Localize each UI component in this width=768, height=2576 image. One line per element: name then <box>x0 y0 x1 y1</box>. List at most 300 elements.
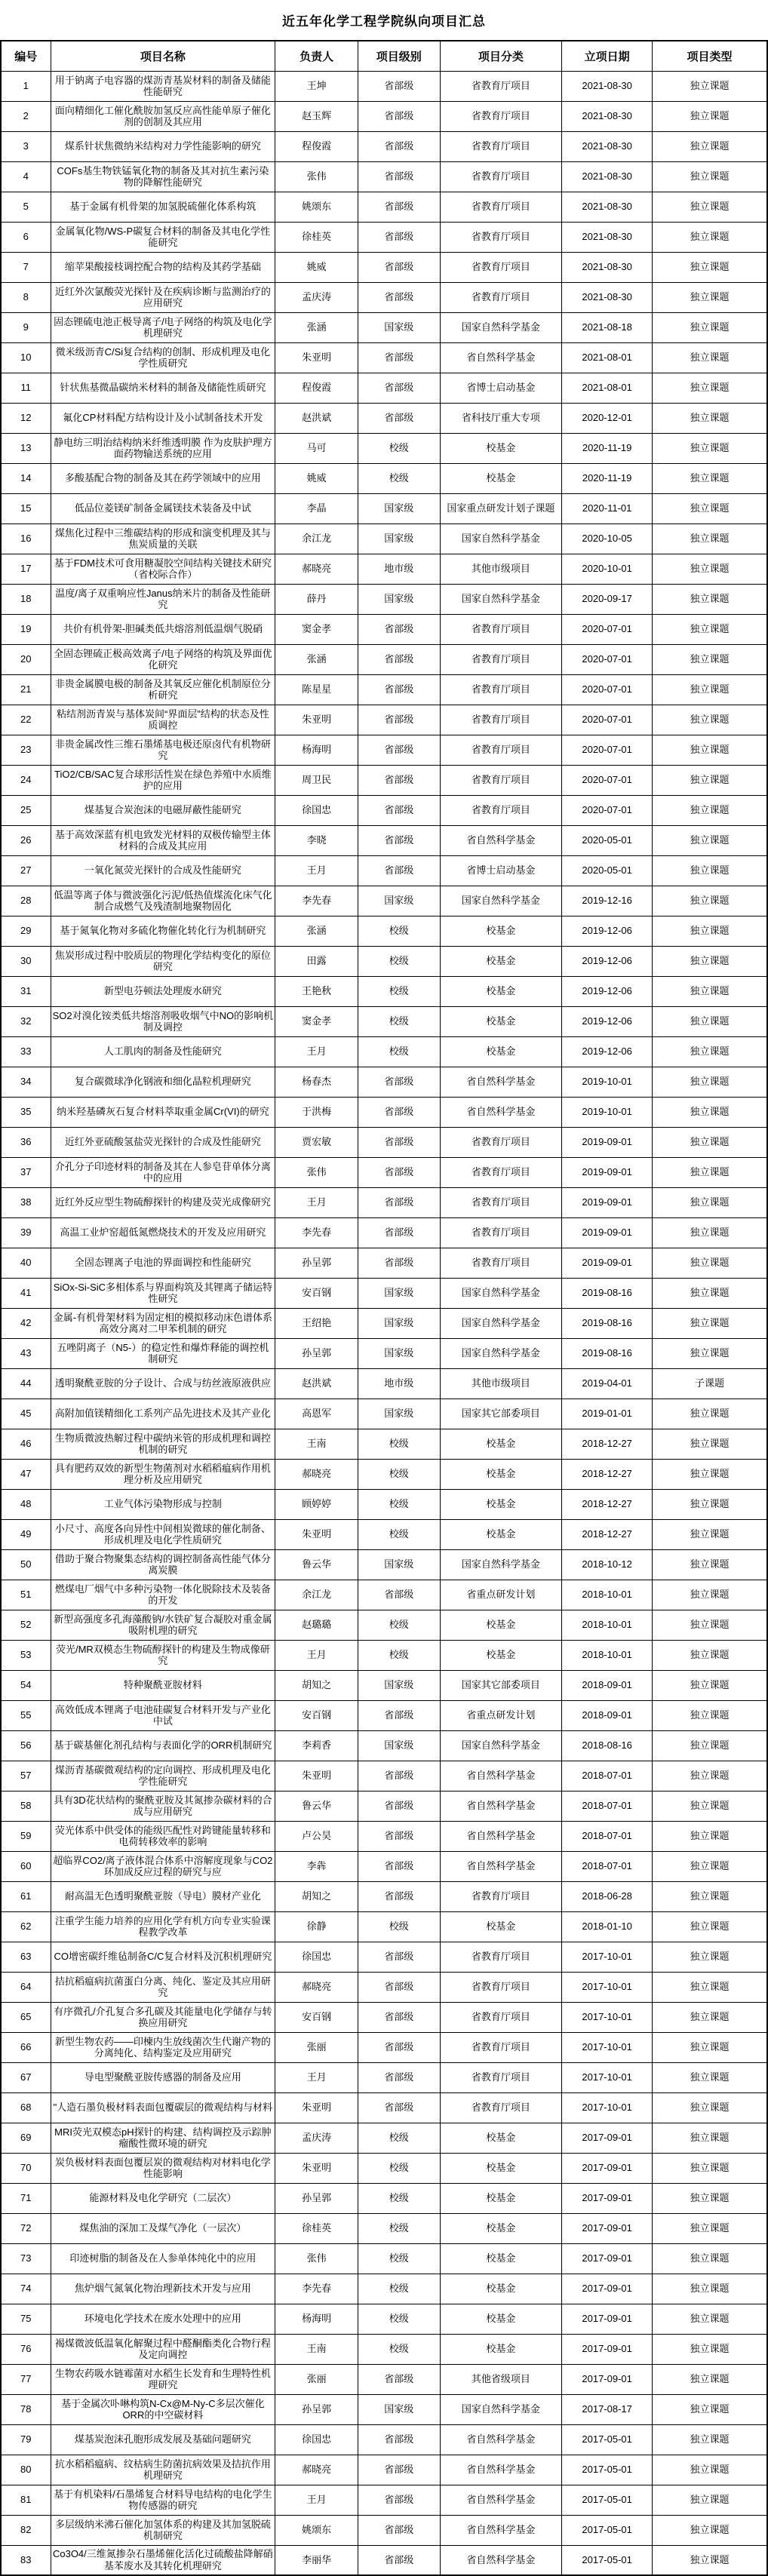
cell-name: 耐高温无色透明聚酰亚胺（导电）膜材产业化 <box>51 1881 275 1911</box>
cell-level: 国家级 <box>358 2394 440 2424</box>
cell-type: 独立课题 <box>653 71 767 101</box>
cell-category: 国家自然科学基金 <box>440 523 562 554</box>
cell-no: 68 <box>1 2092 51 2123</box>
cell-type: 独立课题 <box>653 2334 767 2364</box>
table-row <box>1 1127 767 1157</box>
table-row <box>1 2545 767 2575</box>
cell-date: 2019-12-06 <box>562 976 653 1006</box>
cell-level: 省部级 <box>358 735 440 765</box>
cell-leader: 李晶 <box>275 493 358 523</box>
cell-type: 独立课题 <box>653 2424 767 2455</box>
cell-level: 省部级 <box>358 705 440 735</box>
cell-type: 独立课题 <box>653 1942 767 1972</box>
cell-category: 省教育厅项目 <box>440 71 562 101</box>
cell-date: 2020-09-17 <box>562 584 653 614</box>
cell-leader: 张丽 <box>275 2364 358 2394</box>
cell-no: 28 <box>1 886 51 916</box>
cell-date: 2019-12-06 <box>562 1006 653 1036</box>
cell-level: 校级 <box>358 1459 440 1489</box>
cell-date: 2019-10-01 <box>562 1097 653 1127</box>
cell-leader: 朱亚明 <box>275 705 358 735</box>
cell-category: 校基金 <box>440 946 562 976</box>
cell-no: 64 <box>1 1972 51 2002</box>
cell-leader: 郝晓亮 <box>275 1459 358 1489</box>
cell-date: 2017-05-01 <box>562 2545 653 2575</box>
cell-type: 独立课题 <box>653 2485 767 2515</box>
cell-no: 67 <box>1 2062 51 2092</box>
cell-name: SO2对溴化铵类低共熔溶剂吸收烟气中NO的影响机制及调控 <box>51 1006 275 1036</box>
cell-date: 2018-09-01 <box>562 1670 653 1700</box>
cell-name: 基于金属有机骨架的加氢脱硫催化体系构筑 <box>51 192 275 222</box>
cell-date: 2021-08-30 <box>562 131 653 161</box>
cell-no: 51 <box>1 1580 51 1610</box>
cell-leader: 李晓 <box>275 825 358 855</box>
cell-name: 煤系针状焦微纳米结构对力学性能影响的研究 <box>51 131 275 161</box>
cell-type: 独立课题 <box>653 1851 767 1881</box>
cell-level: 国家级 <box>358 886 440 916</box>
cell-category: 省教育厅项目 <box>440 1157 562 1187</box>
cell-no: 79 <box>1 2424 51 2455</box>
cell-type: 独立课题 <box>653 614 767 644</box>
cell-type: 独立课题 <box>653 765 767 795</box>
cell-type: 独立课题 <box>653 2123 767 2153</box>
cell-name: 基于氮氧化物对多硫化物催化转化行为机制研究 <box>51 916 275 946</box>
cell-level: 省部级 <box>358 101 440 131</box>
cell-name: 金属-有机骨架材料为固定相的模拟移动床色谱体系高效分离对二甲苯机制的研究 <box>51 1308 275 1338</box>
cell-type: 独立课题 <box>653 101 767 131</box>
cell-no: 9 <box>1 312 51 342</box>
cell-leader: 窦金孝 <box>275 1006 358 1036</box>
table-head <box>1 41 767 71</box>
table-row <box>1 946 767 976</box>
cell-leader: 杨海明 <box>275 735 358 765</box>
cell-no: 17 <box>1 554 51 584</box>
cell-category: 国家自然科学基金 <box>440 1278 562 1308</box>
table-row <box>1 2364 767 2394</box>
cell-category: 校基金 <box>440 2153 562 2183</box>
cell-leader: 郝晓亮 <box>275 1972 358 2002</box>
cell-category: 校基金 <box>440 1006 562 1036</box>
cell-date: 2018-10-01 <box>562 1640 653 1670</box>
cell-leader: 杨海明 <box>275 2304 358 2334</box>
cell-no: 35 <box>1 1097 51 1127</box>
table-row <box>1 131 767 161</box>
cell-name: 高温工业炉窑超低氮燃烧技术的开发及应用研究 <box>51 1217 275 1248</box>
cell-name: MRI荧光双模态pH探针的构建、结构调控及示踪肿瘤酸性微环境的研究 <box>51 2123 275 2153</box>
cell-no: 83 <box>1 2545 51 2575</box>
cell-no: 37 <box>1 1157 51 1187</box>
cell-leader: 王月 <box>275 2485 358 2515</box>
cell-level: 校级 <box>358 2153 440 2183</box>
cell-no: 71 <box>1 2183 51 2213</box>
cell-date: 2021-08-18 <box>562 312 653 342</box>
cell-leader: 程俊霞 <box>275 373 358 403</box>
cell-level: 省部级 <box>358 1217 440 1248</box>
cell-category: 校基金 <box>440 1429 562 1459</box>
cell-level: 省部级 <box>358 1851 440 1881</box>
cell-type: 独立课题 <box>653 342 767 373</box>
cell-level: 省部级 <box>358 252 440 282</box>
table-row <box>1 1610 767 1640</box>
table-row <box>1 1097 767 1127</box>
table-row <box>1 644 767 674</box>
table-row <box>1 312 767 342</box>
cell-type: 独立课题 <box>653 373 767 403</box>
cell-date: 2018-12-27 <box>562 1489 653 1519</box>
cell-category: 省科技厅重大专项 <box>440 403 562 433</box>
cell-level: 省部级 <box>358 2032 440 2062</box>
table-row <box>1 523 767 554</box>
cell-level: 校级 <box>358 1429 440 1459</box>
cell-leader: 朱亚明 <box>275 1519 358 1549</box>
cell-leader: 赵玉辉 <box>275 101 358 131</box>
cell-level: 省部级 <box>358 1157 440 1187</box>
cell-no: 11 <box>1 373 51 403</box>
table-row <box>1 101 767 131</box>
table-row <box>1 161 767 192</box>
cell-date: 2017-08-17 <box>562 2394 653 2424</box>
cell-no: 25 <box>1 795 51 825</box>
cell-category: 校基金 <box>440 1459 562 1489</box>
cell-type: 独立课题 <box>653 1157 767 1187</box>
cell-no: 18 <box>1 584 51 614</box>
cell-name: 缩苹果酸接枝调控配合物的结构及其药学基础 <box>51 252 275 282</box>
cell-category: 省教育厅项目 <box>440 735 562 765</box>
table-row <box>1 2243 767 2274</box>
cell-type: 独立课题 <box>653 946 767 976</box>
table-row <box>1 1489 767 1519</box>
table-row <box>1 886 767 916</box>
table-row <box>1 1217 767 1248</box>
table-row <box>1 1308 767 1338</box>
cell-type: 独立课题 <box>653 161 767 192</box>
cell-leader: 姚颂东 <box>275 192 358 222</box>
cell-no: 80 <box>1 2455 51 2485</box>
cell-no: 19 <box>1 614 51 644</box>
cell-date: 2021-08-30 <box>562 252 653 282</box>
cell-date: 2018-10-12 <box>562 1549 653 1580</box>
cell-category: 国家自然科学基金 <box>440 2394 562 2424</box>
cell-date: 2020-07-01 <box>562 614 653 644</box>
cell-leader: 孟庆涛 <box>275 282 358 312</box>
cell-category: 国家自然科学基金 <box>440 1338 562 1368</box>
cell-level: 省部级 <box>358 1067 440 1097</box>
cell-category: 国家其它部委项目 <box>440 1399 562 1429</box>
cell-no: 6 <box>1 222 51 252</box>
cell-name: 基于金属次卟啉构筑N-Cx@M-Ny-C多层次催化ORR的中空碳材料 <box>51 2394 275 2424</box>
cell-date: 2021-08-30 <box>562 71 653 101</box>
cell-category: 校基金 <box>440 463 562 493</box>
cell-date: 2017-09-01 <box>562 2304 653 2334</box>
table-row <box>1 222 767 252</box>
cell-leader: 孙呈郭 <box>275 2394 358 2424</box>
table-row <box>1 71 767 101</box>
cell-type: 独立课题 <box>653 1429 767 1459</box>
cell-level: 省部级 <box>358 161 440 192</box>
cell-level: 省部级 <box>358 71 440 101</box>
cell-level: 校级 <box>358 946 440 976</box>
cell-level: 校级 <box>358 976 440 1006</box>
cell-date: 2018-07-01 <box>562 1761 653 1791</box>
cell-level: 省部级 <box>358 373 440 403</box>
cell-name: 抗水稻稻瘟病、纹枯病生防菌抗病效果及拮抗作用机理研究 <box>51 2455 275 2485</box>
col-header-type: 项目类型 <box>653 41 767 71</box>
cell-no: 14 <box>1 463 51 493</box>
cell-category: 省教育厅项目 <box>440 1972 562 2002</box>
cell-type: 独立课题 <box>653 493 767 523</box>
cell-type: 独立课题 <box>653 2092 767 2123</box>
cell-leader: 杨春杰 <box>275 1067 358 1097</box>
cell-leader: 张伟 <box>275 1157 358 1187</box>
cell-name: SiOx-Si-SiC多相体系与界面构筑及其锂离子储运特性研究 <box>51 1278 275 1308</box>
cell-name: 煤基复合炭泡沫的电磁屏蔽性能研究 <box>51 795 275 825</box>
cell-leader: 朱亚明 <box>275 2092 358 2123</box>
cell-category: 校基金 <box>440 1489 562 1519</box>
cell-date: 2017-09-01 <box>562 2153 653 2183</box>
cell-category: 省教育厅项目 <box>440 1217 562 1248</box>
table-row <box>1 1911 767 1942</box>
cell-level: 省部级 <box>358 825 440 855</box>
cell-date: 2017-10-01 <box>562 2092 653 2123</box>
cell-category: 省自然科学基金 <box>440 342 562 373</box>
cell-type: 独立课题 <box>653 2153 767 2183</box>
cell-date: 2019-12-06 <box>562 916 653 946</box>
cell-no: 44 <box>1 1368 51 1399</box>
table-row <box>1 493 767 523</box>
cell-category: 省重点研发计划 <box>440 1580 562 1610</box>
cell-category: 国家重点研发计划子课题 <box>440 493 562 523</box>
col-header-category: 项目分类 <box>440 41 562 71</box>
cell-category: 省自然科学基金 <box>440 825 562 855</box>
table-row <box>1 1549 767 1580</box>
cell-no: 48 <box>1 1489 51 1519</box>
cell-date: 2020-07-01 <box>562 735 653 765</box>
cell-no: 3 <box>1 131 51 161</box>
table-row <box>1 2062 767 2092</box>
cell-no: 60 <box>1 1851 51 1881</box>
cell-type: 独立课题 <box>653 1700 767 1730</box>
cell-category: 国家其它部委项目 <box>440 1670 562 1700</box>
cell-level: 省部级 <box>358 2424 440 2455</box>
cell-type: 独立课题 <box>653 705 767 735</box>
table-body <box>1 71 767 2575</box>
cell-date: 2020-05-01 <box>562 825 653 855</box>
cell-category: 省教育厅项目 <box>440 1248 562 1278</box>
cell-type: 独立课题 <box>653 463 767 493</box>
cell-level: 省部级 <box>358 1248 440 1278</box>
cell-leader: 王绍艳 <box>275 1308 358 1338</box>
cell-no: 82 <box>1 2515 51 2545</box>
cell-leader: 程俊霞 <box>275 131 358 161</box>
cell-level: 校级 <box>358 1519 440 1549</box>
table-row <box>1 2153 767 2183</box>
cell-leader: 孙呈郭 <box>275 2183 358 2213</box>
cell-level: 国家级 <box>358 1399 440 1429</box>
cell-date: 2019-12-16 <box>562 886 653 916</box>
cell-leader: 胡知之 <box>275 1881 358 1911</box>
cell-name: 能源材料及电化学研究（二层次） <box>51 2183 275 2213</box>
cell-date: 2020-12-01 <box>562 403 653 433</box>
cell-category: 省教育厅项目 <box>440 705 562 735</box>
cell-name: 透明聚酰亚胺的分子设计、合成与纺丝液原液供应 <box>51 1368 275 1399</box>
cell-no: 46 <box>1 1429 51 1459</box>
table-row <box>1 1157 767 1187</box>
cell-type: 独立课题 <box>653 886 767 916</box>
cell-level: 校级 <box>358 1610 440 1640</box>
cell-date: 2021-08-30 <box>562 101 653 131</box>
cell-no: 57 <box>1 1761 51 1791</box>
cell-leader: 田露 <box>275 946 358 976</box>
cell-no: 74 <box>1 2274 51 2304</box>
cell-date: 2020-07-01 <box>562 765 653 795</box>
cell-name: 生物质微波热解过程中碳纳米管的形成机理和调控机制的研究 <box>51 1429 275 1459</box>
cell-type: 独立课题 <box>653 795 767 825</box>
cell-type: 独立课题 <box>653 735 767 765</box>
cell-level: 省部级 <box>358 1972 440 2002</box>
cell-no: 78 <box>1 2394 51 2424</box>
cell-date: 2018-10-01 <box>562 1580 653 1610</box>
cell-date: 2019-08-16 <box>562 1338 653 1368</box>
cell-level: 省部级 <box>358 1127 440 1157</box>
cell-no: 62 <box>1 1911 51 1942</box>
cell-leader: 张伟 <box>275 161 358 192</box>
table-row <box>1 1459 767 1489</box>
cell-type: 独立课题 <box>653 1338 767 1368</box>
table-row <box>1 2123 767 2153</box>
cell-date: 2019-08-16 <box>562 1278 653 1308</box>
cell-leader: 张伟 <box>275 2243 358 2274</box>
cell-leader: 张涵 <box>275 644 358 674</box>
cell-name: 微米级沥青C/Si复合结构的创制、形成机理及电化学性质研究 <box>51 342 275 373</box>
cell-category: 校基金 <box>440 2334 562 2364</box>
cell-no: 54 <box>1 1670 51 1700</box>
cell-leader: 安百钢 <box>275 1700 358 1730</box>
cell-leader: 陈星星 <box>275 674 358 705</box>
cell-name: 固态锂硫电池正极导离子/电子网络的构筑及电化学机理研究 <box>51 312 275 342</box>
cell-level: 省部级 <box>358 644 440 674</box>
cell-type: 独立课题 <box>653 2213 767 2243</box>
cell-name: 新型电芬顿法处理废水研究 <box>51 976 275 1006</box>
page-title: 近五年化学工程学院纵向项目汇总 <box>282 14 486 29</box>
table-row <box>1 2213 767 2243</box>
cell-name: 非贵金属膜电极的制备及其氧反应催化机制原位分析研究 <box>51 674 275 705</box>
table-row <box>1 584 767 614</box>
cell-leader: 余江龙 <box>275 523 358 554</box>
table-row <box>1 433 767 463</box>
table-row <box>1 795 767 825</box>
cell-date: 2021-08-30 <box>562 222 653 252</box>
table-row <box>1 1067 767 1097</box>
cell-no: 73 <box>1 2243 51 2274</box>
cell-leader: 朱亚明 <box>275 342 358 373</box>
cell-name: 低温等离子体与微波强化污泥/低热值煤流化床气化制合成燃气及残渣制地聚物固化 <box>51 886 275 916</box>
cell-name: Co3O4/三维氮掺杂石墨烯催化活化过硫酸盐降解硝基苯废水及其转化机理研究 <box>51 2545 275 2575</box>
cell-date: 2019-12-06 <box>562 1036 653 1067</box>
cell-name: 新型生物农药——印楝内生放线菌次生代谢产物的分离纯化、结构鉴定及应用研究 <box>51 2032 275 2062</box>
cell-name: 温度/离子双重响应性Janus纳米片的制备及性能研究 <box>51 584 275 614</box>
cell-no: 27 <box>1 855 51 886</box>
cell-type: 独立课题 <box>653 1308 767 1338</box>
cell-level: 省部级 <box>358 1791 440 1821</box>
cell-name: CO增密碳纤维毡制备C/C复合材料及沉积机理研究 <box>51 1942 275 1972</box>
cell-category: 省自然科学基金 <box>440 1851 562 1881</box>
cell-date: 2017-09-01 <box>562 2183 653 2213</box>
table-row <box>1 1338 767 1368</box>
cell-date: 2017-09-01 <box>562 2274 653 2304</box>
cell-name: 基于FDM技术可食用糖凝胶空间结构关键技术研究（省校际合作） <box>51 554 275 584</box>
table-row <box>1 1187 767 1217</box>
cell-category: 省教育厅项目 <box>440 1127 562 1157</box>
cell-no: 22 <box>1 705 51 735</box>
cell-name: "人造石墨负极材料表面包覆碳层的微观结构与材料 <box>51 2092 275 2123</box>
cell-level: 国家级 <box>358 493 440 523</box>
cell-date: 2017-10-01 <box>562 2062 653 2092</box>
cell-date: 2020-10-05 <box>562 523 653 554</box>
cell-date: 2019-10-01 <box>562 1067 653 1097</box>
cell-level: 国家级 <box>358 523 440 554</box>
cell-category: 校基金 <box>440 2243 562 2274</box>
cell-category: 省教育厅项目 <box>440 282 562 312</box>
table-row <box>1 705 767 735</box>
cell-date: 2021-08-30 <box>562 282 653 312</box>
cell-category: 其他市级项目 <box>440 1368 562 1399</box>
cell-type: 独立课题 <box>653 584 767 614</box>
table-row <box>1 2092 767 2123</box>
cell-level: 国家级 <box>358 584 440 614</box>
cell-name: 介孔分子印迹材料的制备及其在人参皂苷单体分离中的应用 <box>51 1157 275 1187</box>
cell-leader: 赵璐璐 <box>275 1610 358 1640</box>
cell-name: 工业气体污染物形成与控制 <box>51 1489 275 1519</box>
cell-level: 校级 <box>358 916 440 946</box>
cell-no: 59 <box>1 1821 51 1851</box>
cell-no: 49 <box>1 1519 51 1549</box>
cell-category: 省自然科学基金 <box>440 2485 562 2515</box>
cell-leader: 周卫民 <box>275 765 358 795</box>
table-row <box>1 2032 767 2062</box>
cell-type: 独立课题 <box>653 644 767 674</box>
cell-leader: 王月 <box>275 1640 358 1670</box>
cell-type: 独立课题 <box>653 252 767 282</box>
cell-level: 地市级 <box>358 1368 440 1399</box>
cell-leader: 余江龙 <box>275 1580 358 1610</box>
cell-type: 独立课题 <box>653 2274 767 2304</box>
cell-type: 独立课题 <box>653 1248 767 1278</box>
cell-name: 借助于聚合物聚集态结构的调控制备高性能气体分离炭膜 <box>51 1549 275 1580</box>
cell-level: 省部级 <box>358 2092 440 2123</box>
cell-type: 独立课题 <box>653 855 767 886</box>
cell-type: 独立课题 <box>653 1187 767 1217</box>
cell-level: 省部级 <box>358 1942 440 1972</box>
cell-name: 注重学生能力培养的应用化学有机方向专业实验课程教学改革 <box>51 1911 275 1942</box>
cell-category: 省自然科学基金 <box>440 1067 562 1097</box>
table-row <box>1 1942 767 1972</box>
cell-level: 国家级 <box>358 312 440 342</box>
cell-no: 53 <box>1 1640 51 1670</box>
cell-leader: 赵洪斌 <box>275 1368 358 1399</box>
cell-leader: 高恩军 <box>275 1399 358 1429</box>
cell-name: 基于高效深蓝有机电致发光材料的双极传输型主体材料的合成及其应用 <box>51 825 275 855</box>
cell-date: 2018-07-01 <box>562 1791 653 1821</box>
cell-no: 24 <box>1 765 51 795</box>
cell-date: 2017-05-01 <box>562 2424 653 2455</box>
cell-name: 纳米羟基磷灰石复合材料萃取重金属Cr(VI)的研究 <box>51 1097 275 1127</box>
table-row <box>1 1700 767 1730</box>
cell-date: 2018-12-27 <box>562 1459 653 1489</box>
cell-type: 独立课题 <box>653 1640 767 1670</box>
cell-no: 76 <box>1 2334 51 2364</box>
cell-no: 75 <box>1 2304 51 2334</box>
cell-name: 多酸基配合物的制备及其在药学领域中的应用 <box>51 463 275 493</box>
